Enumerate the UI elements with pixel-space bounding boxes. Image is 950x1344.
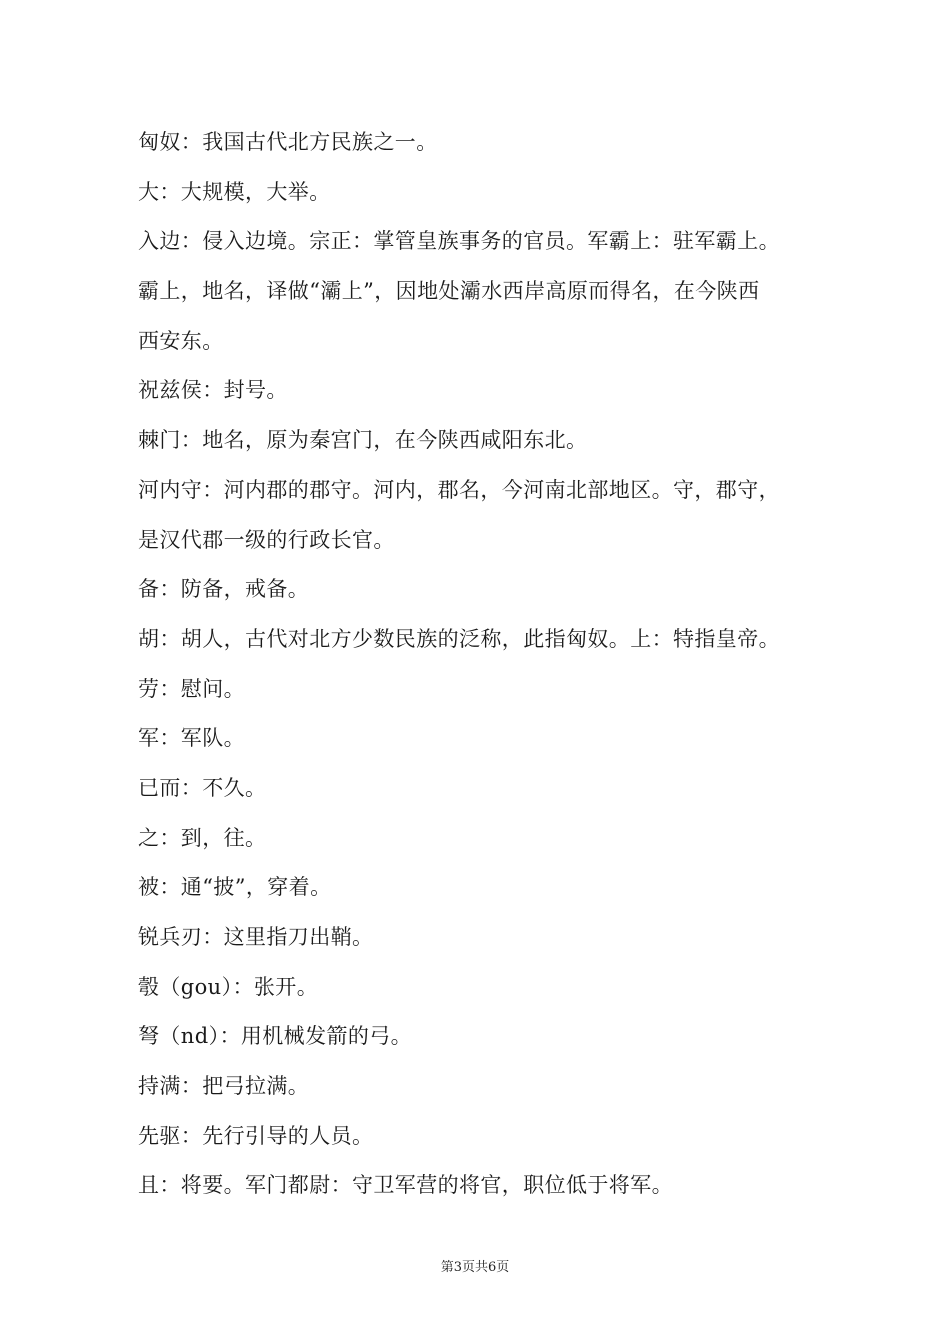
annotation-line: 胡：胡人，古代对北方少数民族的泛称，此指匈奴。上：特指皇帝。	[138, 626, 780, 651]
annotation-line: 被：通“披”，穿着。	[138, 875, 332, 900]
annotation-line: 备：防备，戒备。	[138, 577, 310, 602]
annotation-list	[138, 118, 818, 1211]
annotation-line: 已而：不久。	[138, 775, 267, 800]
annotation-line: 劳：慰问。	[138, 676, 245, 701]
annotation-line: 是汉代郡一级的行政长官。	[138, 527, 395, 552]
annotation-line: 西安东。	[138, 328, 224, 353]
annotation-line: 先驱：先行引导的人员。	[138, 1123, 374, 1148]
annotation-line: 匈奴：我国古代北方民族之一。	[138, 130, 438, 154]
annotation-line: 大：大规模，大举。	[138, 179, 331, 204]
annotation-line: 之：到，往。	[138, 825, 267, 850]
annotation-line: 霸上，地名，译做“灞上”，因地处灞水西岸高原而得名，在今陕西	[138, 279, 760, 304]
annotation-line: 锐兵刃：这里指刀出鞘。	[138, 925, 374, 949]
annotation-line: 彀（gou）：张开。	[138, 974, 319, 999]
annotation-line: 河内守：河内郡的郡守。河内，郡名，今河南北部地区。守，郡守，	[138, 477, 780, 502]
page-number-footer: 第3页共6页	[440, 1260, 510, 1275]
annotation-line: 弩（nd）：用机械发箭的弓。	[138, 1024, 413, 1049]
annotation-line: 持满：把弓拉满。	[138, 1074, 310, 1099]
annotation-line: 祝兹侯：封号。	[138, 378, 288, 403]
annotation-line: 棘门：地名，原为秦宫门，在今陕西咸阳东北。	[138, 428, 588, 453]
annotation-line: 入边：侵入边境。宗正：掌管皇族事务的官员。军霸上：驻军霸上。	[138, 229, 780, 254]
annotation-line: 且：将要。军门都尉：守卫军营的将官，职位低于将军。	[138, 1173, 673, 1198]
annotation-line: 军：军队。	[138, 726, 245, 751]
